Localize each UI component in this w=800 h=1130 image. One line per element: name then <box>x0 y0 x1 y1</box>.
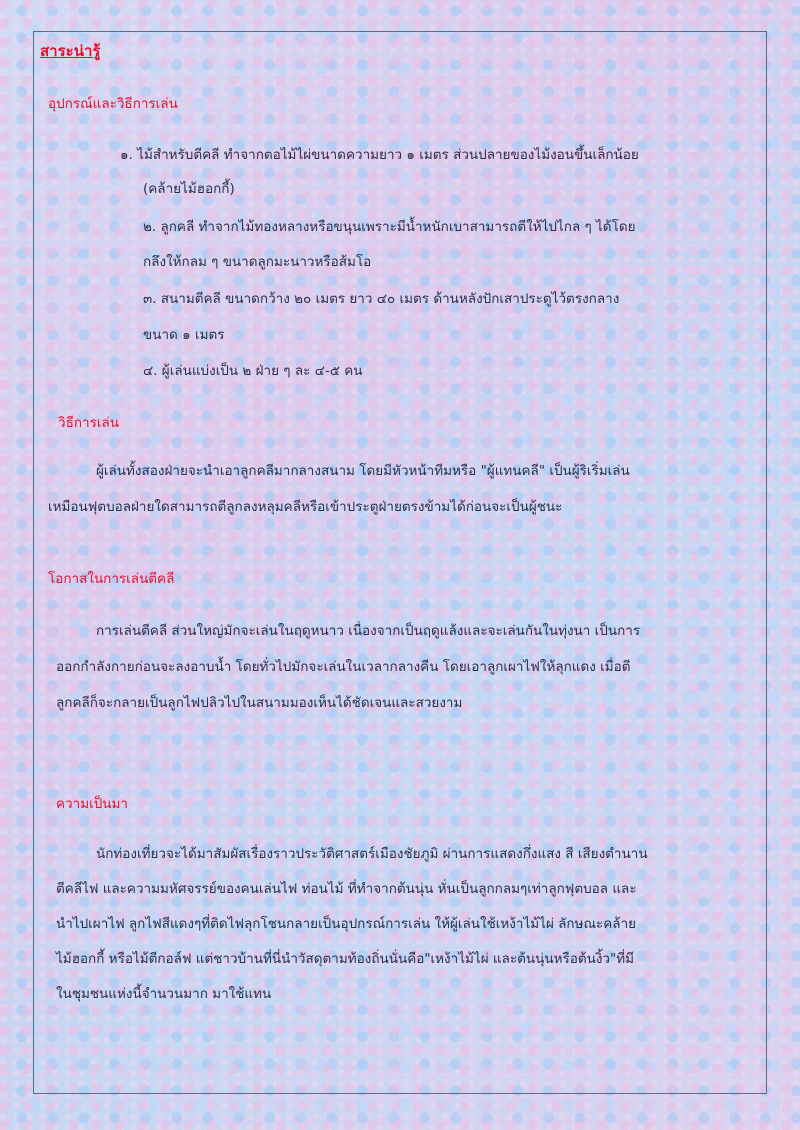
equipment-item-1-line-2: (คล้ายไม้ฮอกกี้) <box>143 181 235 197</box>
equipment-item-2-line-2: กลึงให้กลม ๆ ขนาดลูกมะนาวหรือส้มโอ <box>143 254 372 270</box>
equipment-item-1-line-1: ๑. ไม้สำหรับตีคลี ทำจากตอไม้ไผ่ขนาดความยาว ๑ เมตร ส่วนปลายของไม้งอนขึ้นเล็กน้อย <box>120 147 639 163</box>
equipment-item-4-line-1: ๔. ผู้เล่นแบ่งเป็น ๒ ฝ่าย ๆ ละ ๔-๕ คน <box>143 363 363 379</box>
history-line-5: ในชุมชนแห่งนี้จำนวนมาก มาใช้แทน <box>56 986 272 1002</box>
equipment-item-3-line-2: ขนาด ๑ เมตร <box>143 327 225 343</box>
method-line-1: ผู้เล่นทั้งสองฝ่ายจะนำเอาลูกคลีมากลางสนาม โดยมีหัวหน้าทีมหรือ "ผู้แทนคลี" เป็นผู้ริเริ่มเล่น <box>96 463 630 479</box>
equipment-item-3-line-1: ๓. สนามตีคลี ขนาดกว้าง ๒๐ เมตร ยาว ๔๐ เมตร ด้านหลังปักเสาประตูไว้ตรงกลาง <box>143 291 620 307</box>
history-heading: ความเป็นมา <box>56 796 128 812</box>
occasion-line-2: ออกกำลังกายก่อนจะลงอาบน้ำ โดยทั่วไปมักจะเล่นในเวลากลางคืน โดยเอาลูกเผาไฟให้ลุกแดง เมื่อตี <box>56 659 631 675</box>
occasion-line-1: การเล่นตีคลี ส่วนใหญ่มักจะเล่นในฤดูหนาว เนื่องจากเป็นฤดูแล้งและจะเล่นกันในทุ่งนา เป็นการ <box>96 623 641 639</box>
equipment-heading: อุปกรณ์และวิธีการเล่น <box>48 96 178 112</box>
history-line-4: ไม้ฮอกกี้ หรือไม้ตีกอล์ฟ แต่ชาวบ้านที่นี่นำวัสดุตามท้องถิ่นนั่นคือ"เหง้าไม้ไผ่ และต้นนุ่นหรือต้นงิ้ว"ที่มี <box>56 951 635 967</box>
history-line-2: ตีคลีไฟ และความมหัศจรรย์ของคนเล่นไฟ ท่อนไม้ ที่ทำจากต้นนุ่น หั่นเป็นลูกกลมๆเท่าลูกฟุตบอล และ <box>56 881 637 897</box>
method-line-2: เหมือนฟุตบอลฝ่ายใดสามารถตีลูกลงหลุมคลีหรือเข้าประตูฝ่ายตรงข้ามได้ก่อนจะเป็นผู้ชนะ <box>48 499 563 515</box>
method-heading: วิธีการเล่น <box>58 415 119 431</box>
occasion-heading: โอกาสในการเล่นตีคลี <box>48 571 175 587</box>
page-title: สาระน่ารู้ <box>40 42 101 60</box>
history-line-3: นำไปเผาไฟ ลูกไฟสีแดงๆที่ติดไฟลุกโชนกลายเป็นอุปกรณ์การเล่น ให้ผู้เล่นใช้เหง้าไม้ไผ่ ลักษณะคล้าย <box>56 916 637 932</box>
equipment-item-2-line-1: ๒. ลูกคลี ทำจากไม้ทองหลางหรือขนุนเพราะมีน้ำหนักเบาสามารถตีให้ไปไกล ๆ ได้โดย <box>143 219 636 235</box>
occasion-line-3: ลูกคลีก็จะกลายเป็นลูกไฟปลิวไปในสนามมองเห็นได้ชัดเจนและสวยงาม <box>56 695 463 711</box>
history-line-1: นักท่องเที่ยวจะได้มาสัมผัสเรื่องราวประวัติศาสตร์เมืองชัยภูมิ ผ่านการแสดงกึ่งแสง สี เสียงตำนาน <box>96 846 648 862</box>
